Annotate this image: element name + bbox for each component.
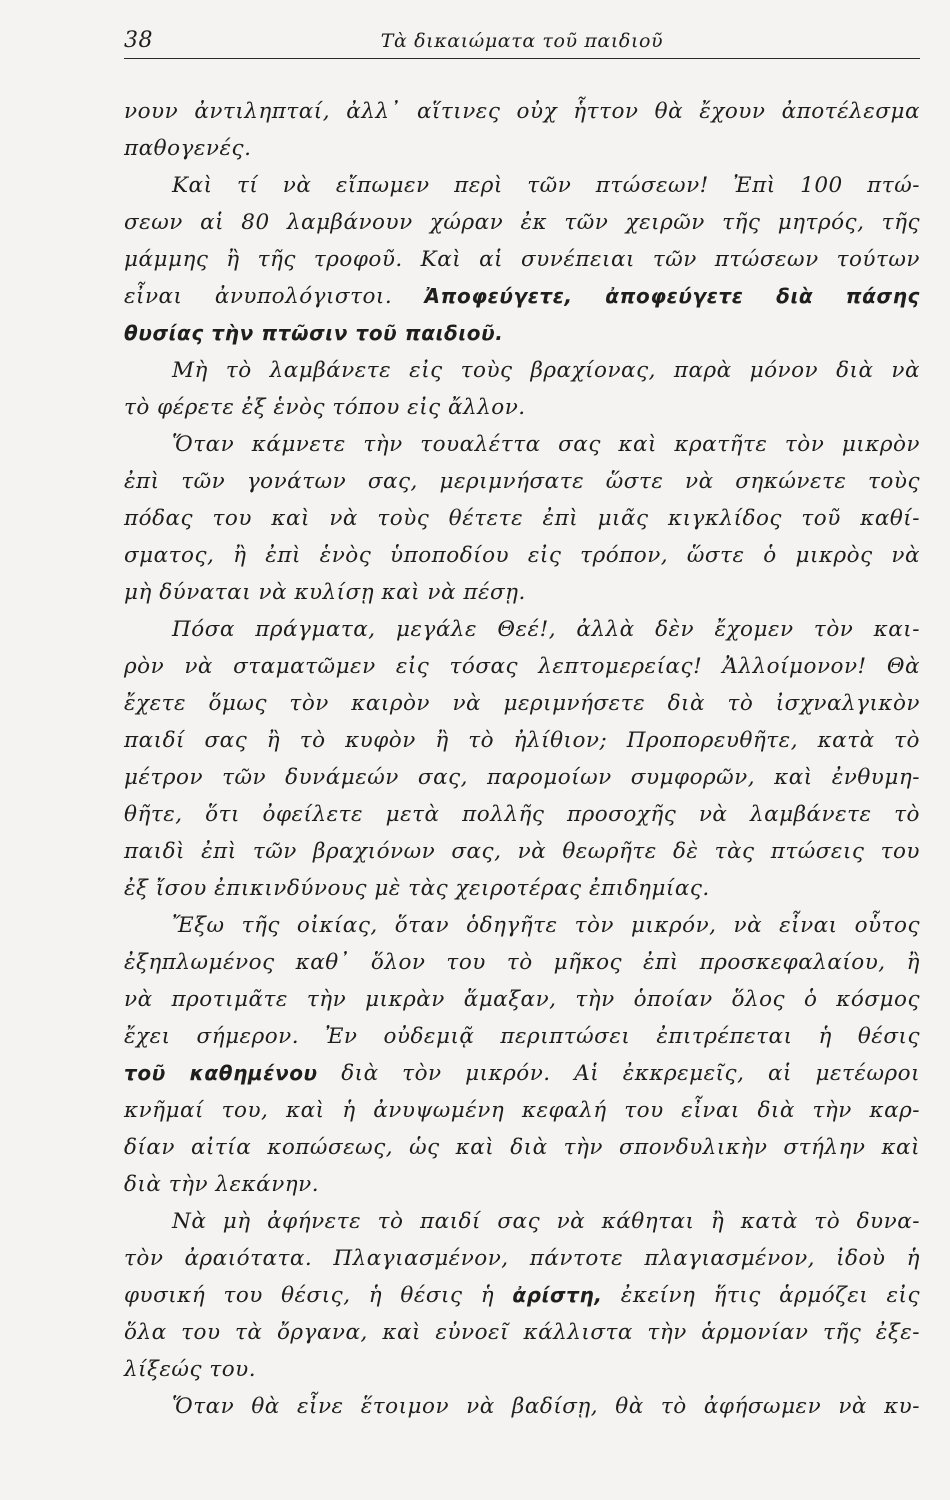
text-line: παιδί σας ἢ τὸ κυφὸν ἢ τὸ ἠλίθιον; Προπορευθῆτε, κατὰ τὸ <box>124 728 920 753</box>
text-line: ὅλα του τὰ ὄργανα, καὶ εὐνοεῖ κάλλιστα τὴν ἁρμονίαν τῆς ἐξε- <box>124 1320 920 1345</box>
paragraph-start-line: Καὶ τί νὰ εἴπωμεν περὶ τῶν πτώσεων! Ἐπὶ 100 πτώ- <box>172 173 920 198</box>
text-line: πόδας του καὶ νὰ τοὺς θέτετε ἐπὶ μιᾶς κιγκλίδος τοῦ καθί- <box>124 506 920 531</box>
text-line: ἐξ ἴσου ἐπικινδύνους μὲ τὰς χειροτέρας ἐπιδημίας. <box>124 876 710 901</box>
running-title: Τὰ δικαιώματα τοῦ παιδιοῦ <box>380 30 664 52</box>
text-span: φυσική του θέσις, ἡ θέσις ἡ <box>124 1283 513 1308</box>
bold-emphasis: Ἀποφεύγετε, ἀποφεύγετε διὰ πάσης <box>424 284 920 308</box>
text-line <box>124 315 920 352</box>
text-line: ἐπὶ τῶν γονάτων σας, μεριμνήσατε ὥστε νὰ σηκώνετε τοὺς <box>124 469 920 494</box>
text-span: ἐκείνη ἥτις ἁρμόζει εἰς <box>602 1283 920 1308</box>
text-line: σματος, ἢ ἐπὶ ἑνὸς ὑποποδίου εἰς τρόπον, ὥστε ὁ μικρὸς νὰ <box>124 543 920 568</box>
paragraph-start-line: Ὅταν κάμνετε τὴν τουαλέττα σας καὶ κρατῆτε τὸν μικρὸν <box>172 432 920 457</box>
text-line <box>124 278 920 315</box>
text-line: μάμμης ἢ τῆς τροφοῦ. Καὶ αἱ συνέπειαι τῶν πτώσεων τούτων <box>124 247 920 272</box>
text-line: νὰ προτιμᾶτε τὴν μικρὰν ἅμαξαν, τὴν ὁποίαν ὅλος ὁ κόσμος <box>124 987 920 1012</box>
text-line: παιδὶ ἐπὶ τῶν βραχιόνων σας, νὰ θεωρῆτε δὲ τὰς πτώσεις του <box>124 839 920 864</box>
text-line: νουν ἀντιληπταί, ἀλλ᾽ αἵτινες οὐχ ἧττον θὰ ἔχουν ἀποτέλεσμα <box>124 99 920 124</box>
paragraph-start-line: Ὅταν θὰ εἶνε ἕτοιμον νὰ βαδίσῃ, θὰ τὸ ἀφήσωμεν νὰ κυ- <box>172 1394 920 1419</box>
text-line: παθογενές. <box>124 136 252 161</box>
bold-emphasis: τοῦ καθημένου <box>124 1061 318 1085</box>
page-header <box>124 22 920 59</box>
text-line: διὰ τὴν λεκάνην. <box>124 1172 320 1197</box>
body-text <box>124 93 920 1425</box>
bold-emphasis: ἀρίστη, <box>512 1283 603 1307</box>
text-line <box>124 1277 920 1314</box>
bold-emphasis: θυσίας τὴν πτῶσιν τοῦ παιδιοῦ. <box>124 321 504 345</box>
paragraph-start-line: Πόσα πράγματα, μεγάλε Θεέ!, ἀλλὰ δὲν ἔχομεν τὸν και- <box>172 617 920 642</box>
text-line: ἔχετε ὅμως τὸν καιρὸν νὰ μεριμνήσετε διὰ τὸ ἰσχναλγικὸν <box>124 691 920 716</box>
text-line: ρὸν νὰ σταματῶμεν εἰς τόσας λεπτομερείας! Ἀλλοίμονον! Θὰ <box>124 654 920 679</box>
text-line: θῆτε, ὅτι ὀφείλετε μετὰ πολλῆς προσοχῆς νὰ λαμβάνετε τὸ <box>124 802 920 827</box>
text-span: διὰ τὸν μικρόν. Αἱ ἐκκρεμεῖς, αἱ μετέωροι <box>317 1061 920 1086</box>
text-line: μὴ δύναται νὰ κυλίσῃ καὶ νὰ πέσῃ. <box>124 580 526 605</box>
text-line: ἔχει σήμερον. Ἐν οὐδεμιᾷ περιπτώσει ἐπιτρέπεται ἡ θέσις <box>124 1024 920 1049</box>
paragraph-start-line: Νὰ μὴ ἀφήνετε τὸ παιδί σας νὰ κάθηται ἢ κατὰ τὸ δυνα- <box>172 1209 920 1234</box>
text-span: εἶναι ἀνυπολόγιστοι. <box>124 284 425 309</box>
paragraph-start-line: Ἔξω τῆς οἰκίας, ὅταν ὁδηγῆτε τὸν μικρόν, νὰ εἶναι οὗτος <box>172 913 920 938</box>
paragraph-start-line: Μὴ τὸ λαμβάνετε εἰς τοὺς βραχίονας, παρὰ μόνον διὰ νὰ <box>172 358 920 383</box>
text-line: κνῆμαί του, καὶ ἡ ἀνυψωμένη κεφαλή του εἶναι διὰ τὴν καρ- <box>124 1098 920 1123</box>
page-number: 38 <box>124 28 153 53</box>
text-line: σεων αἱ 80 λαμβάνουν χώραν ἐκ τῶν χειρῶν τῆς μητρός, τῆς <box>124 210 920 235</box>
text-line: ἐξηπλωμένος καθ᾽ ὅλον του τὸ μῆκος ἐπὶ προσκεφαλαίου, ἢ <box>124 950 920 975</box>
text-line: δίαν αἰτία κοπώσεως, ὡς καὶ διὰ τὴν σπονδυλικὴν στήλην καὶ <box>124 1135 920 1160</box>
text-line: τὸν ἀραιότατα. Πλαγιασμένον, πάντοτε πλαγιασμένον, ἰδοὺ ἡ <box>124 1246 920 1271</box>
text-line: μέτρον τῶν δυνάμεών σας, παρομοίων συμφορῶν, καὶ ἐνθυμη- <box>124 765 920 790</box>
text-line <box>124 1055 920 1092</box>
text-line: τὸ φέρετε ἐξ ἑνὸς τόπου εἰς ἄλλον. <box>124 395 526 420</box>
text-line: λίξεώς του. <box>124 1357 257 1382</box>
